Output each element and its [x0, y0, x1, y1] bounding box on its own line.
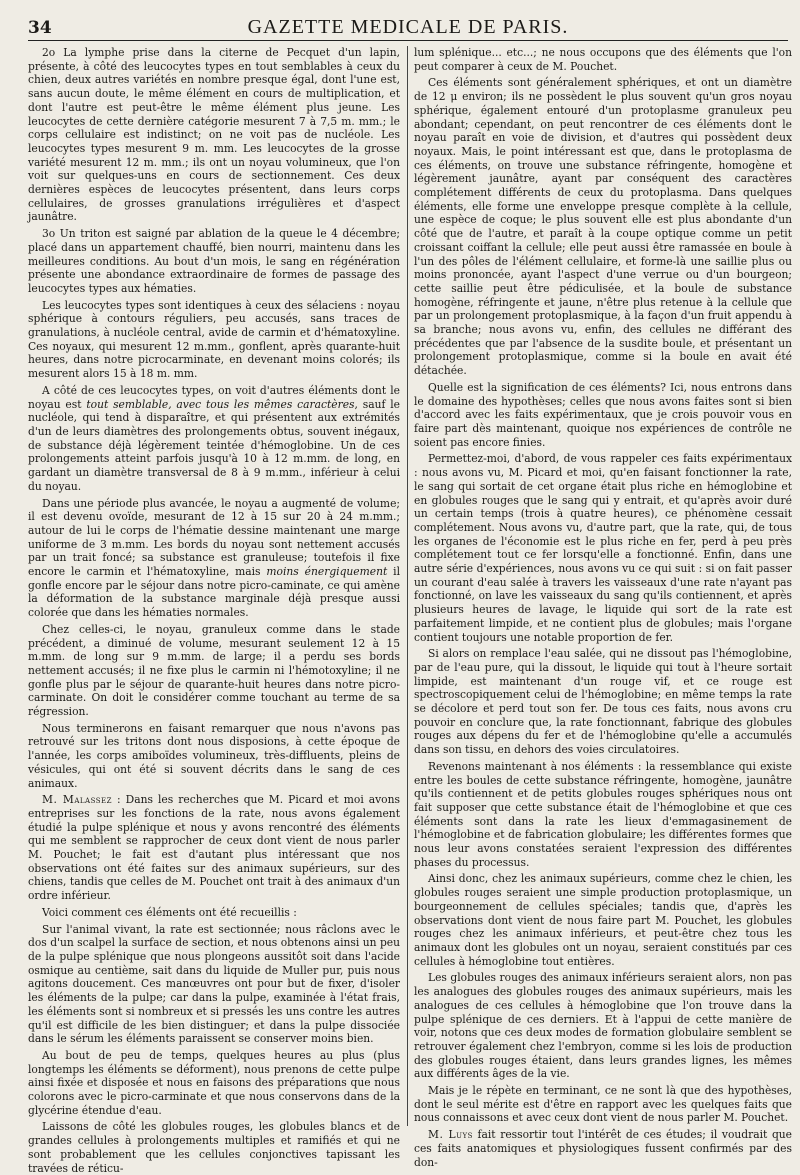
page-number: 34 — [28, 18, 52, 38]
column-divider — [407, 46, 408, 1126]
paragraph — [28, 793, 400, 903]
paragraph: lum splénique... etc...; ne nous occupons que des éléments que l'on peut comparer à ceux de M. Pouchet. — [414, 46, 792, 73]
paragraph: Voici comment ces éléments ont été recueillis : — [42, 905, 297, 919]
text-run: il gonfle encore par le séjour dans notre picro-caminate, ce qui amène la déformation de la substance marginale déjà presque aussi colorée que dans les hématies normales. — [28, 565, 400, 620]
journal-title: GAZETTE MEDICALE DE PARIS. — [247, 16, 569, 38]
page-header — [28, 14, 788, 41]
paragraph: Les leucocytes types sont identiques à ceux des sélaciens : noyau sphérique à contours réguliers, peu accusés, sans traces de granulations, à nucléole central, avide de carmin et d'hématoxyline. Ces noyaux, qui mesurent 12 m.mm., gonflent, après quarante-huit heures, dans notre picrocarminate, en devenant moins colorés; ils mesurent alors 15 à 18 m. mm. — [28, 298, 400, 381]
paragraph: Sur l'animal vivant, la rate est sectionnée; nous râclons avec le dos d'un scalpel la surface de section, et nous obtenons ainsi un peu de la pulpe splénique que nous plongeons aussitôt soit dans l'acide osmique au centième, sait dans du liquide de Muller pur, puis nous agitons doucement. Ces manœuvres ont pour but de fixer, d'isoler les éléments de la pulpe; car dans la pulpe, examinée à l'état frais, les éléments sont si nombreux et si pressés les uns contre les autres qu'il est difficile de les bien distinguer; et dans la pulpe dissociée dans le sérum les éléments paraissent se conserver moins bien. — [28, 922, 400, 1046]
paragraph: Si alors on remplace l'eau salée, qui ne dissout pas l'hémoglobine, par de l'eau pure, qui la dissout, le liquide qui tout à l'heure sortait limpide, est maintenant d'un rouge vif, et ce rouge est spectroscopiquement celui de l'hémoglobine; en même temps la rate se décolore et perd tout son fer. De tous ces faits, nous avons cru pouvoir en conclure que, la rate fonctionnant, fabrique des globules rouges aux dépens du fer et de l'hémoglobine qu'elle a accumulés dans son tissu, en dehors des voies circulatoires. — [414, 647, 792, 757]
paragraph: Quelle est la signification de ces éléments? Ici, nous entrons dans le domaine des hypothèses; celles que nous avons faites sont si bien d'accord avec les faits expérimentaux, que je crois pouvoir vous en faire part dès maintenant, quoique nos expériences de contrôle ne soient pas encore finies. — [414, 380, 792, 449]
paragraph: 3o Un triton est saigné par ablation de la queue le 4 décembre; placé dans un appartement chauffé, bien nourri, maintenu dans les meilleures conditions. Au bout d'un mois, le sang en régénération présente une abondance extraordinaire de formes de passage des leucocytes types aux hématies. — [28, 227, 400, 295]
paragraph: Les globules rouges des animaux inférieurs seraient alors, non pas les analogues des globules rouges des animaux supérieurs, mais les analogues de ces cellules à hémoglobine que l'on trouve dans la pulpe splénique de ces derniers. Et à l'appui de cette manière de voir, notons que ces deux modes de formation globulaire semblent se retrouver également chez l'embryon, comme si les lois de production des globules rouges étaient, dans leurs grandes lignes, les mêmes aux différents âges de la vie. — [414, 971, 792, 1081]
text-run: : Dans les recherches que M. Picard et moi avons entreprises sur les fonctions de la rate, nous avons également étudié la pulpe splénique et nous y avons rencontré des éléments qui me semblent se rapprocher de ceux dont vient de nous parler M. Pouchet; le fait est d'autant plus intéressant que nos observations ont été faites sur des animaux supérieurs, sur des chiens, tandis que celles de M. Pouchet ont trait à des animaux d'un ordre inférieur. — [28, 793, 400, 903]
paragraph: Nous terminerons en faisant remarquer que nous n'avons pas retrouvé sur les tritons dont nous disposions, à cette époque de l'année, les corps amiboïdes volumineux, très-diffluents, pleins de vésicules, qui ont été si souvent décrits dans le sang de ces animaux. — [28, 721, 400, 790]
left-column — [28, 46, 400, 1175]
paragraph — [28, 497, 400, 620]
paragraph: Laissons de côté les globules rouges, les globules blancs et de grandes cellules à prolongements multiples et ramifiés et qui ne sont probablement que les cellules conjonctives tapissant les travées de réticu- — [28, 1120, 400, 1175]
paragraph: Chez celles-ci, le noyau, granuleux comme dans le stade précédent, a diminué de volume, mesurant seulement 12 à 15 m.mm. de long sur 9 m.mm. de large; il a perdu ses bords nettement accusés; il ne fixe plus le carmin ni l'hémotoxyline; il ne gonfle plus par le séjour de quarante-huit heures dans notre picro-carminate. On doit le considérer comme touchant au terme de sa régression. — [28, 622, 400, 719]
text-run: fait ressortir tout l'intérêt de ces études; il voudrait que ces faits anatomiques et physiologiques fussent confirmés par des don- — [414, 1128, 793, 1169]
paragraph — [28, 384, 400, 494]
paragraph: Ces éléments sont généralement sphériques, et ont un diamètre de 12 μ environ; ils ne possèdent le plus souvent qu'un gros noyau sphérique, également entouré d'un protoplasme granuleux peu abondant; cependant, on peut rencontrer de ces éléments dont le noyau paraît en voie de division, et d'autres qui possèdent deux noyaux. Mais, le point intéressant est que, dans le protoplasma de ces éléments, on trouve une substance réfringente, homogène et légèrement jaunâtre, ayant par conséquent des caractères complétement différents de ceux du protoplasma. Dans quelques éléments, elle forme une enveloppe presque complète à la cellule, une espèce de coque; le plus souvent elle est plus abondante d'un côté que de l'autre, et paraît à la coupe optique comme un petit croissant coiffant la cellule; elle peut aussi être ramassée en boule à l'un des pôles de l'élément cellulaire, et forme-là une saillie plus ou moins prononcée, ayant l'aspect d'une verrue ou d'un bourgeon; cette saillie peut être pédiculisée, et la boule de substance homogène, réfringente et jaune, n'être plus retenue à la cellule que par un prolongement protoplasmique, à la façon d'un fruit appendu à sa branche; nous avons vu, enfin, des cellules ne différant des précédentes que par l'absence de la susdite boule, et présentant un prolongement protoplasmique, comme si la boule en avait été détachée. — [414, 76, 792, 378]
text-run: A côté de ces leucocytes types, on voit d'autres éléments dont le noyau est — [28, 383, 400, 411]
paragraph: Ainsi donc, chez les animaux supérieurs, comme chez le chien, les globules rouges seraient une simple production protoplasmique, un bourgeonnement de cellules spéciales; tandis que, d'après les observations dont vient de nous faire part M. Pouchet, les globules rouges chez les animaux inférieurs, et peut-être chez tous les animaux dont les globules ont un noyau, seraient constitués par ces cellules à hémoglobine tout entières. — [414, 872, 792, 968]
paragraph: Mais je le répète en terminant, ce ne sont là que des hypothèses, dont le seul mérite est d'être en rapport avec les quelques faits que nous connaissons et avec ceux dont vient de nous parler M. Pouchet. — [414, 1084, 792, 1125]
paragraph — [414, 1128, 792, 1169]
paragraph: Revenons maintenant à nos éléments : la ressemblance qui existe entre les boules de cette substance réfringente, homogène, jaunâtre qu'ils contiennent et de petits globules rouges sphériques nous ont fait supposer que cette substance était de l'hémoglobine et que ces éléments sont dans la rate les lieux d'emmagasinement de l'hémoglobine et de fabrication globulaire; les différentes formes que nous leur avons constatées seraient l'expression des différentes phases du processus. — [414, 759, 792, 869]
emphasis-text: moins énergiquement — [266, 565, 388, 579]
paragraph: Permettez-moi, d'abord, de vous rappeler ces faits expérimentaux : nous avons vu, M. Picard et moi, qu'en faisant fonctionner la rate, le sang qui sortait de cet organe était plus riche en hémoglobine et en globules rouges que le sang qui y entrait, et qu'après avoir duré un certain temps (trois à quatre heures), ce phénomène cessait complétement. Nous avons vu, d'autre part, que la rate, qui, de tous les organes de l'économie est le plus riche en fer, perd à peu près complétement tout ce fer lorsqu'elle a fonctionné. Enfin, dans une autre série d'expériences, nous avons vu ce qui suit : si on fait passer un courant d'eau salée à travers les vaisseaux d'une rate n'ayant pas fonctionné, on lave les vaisseaux du sang qu'ils contiennent, et après plusieurs heures de lavage, le liquide qui sort de la rate est parfaitement limpide, et ne contient plus de globules; mais l'organe contient toujours une notable proportion de fer. — [414, 452, 792, 644]
text-run: , sauf le nucléole, qui tend à disparaître, et qui présentent aux extrémités d'un de leurs diamètres des prolongements obtus, souvent inégaux, de substance déjà légèrement teintée d'hémoglobine. Un de ces prolongements atteint parfois jusqu'à 10 à 12 m.mm. de long, en gardant un diamètre transversal de 8 à 9 m.mm., inférieur à celui du noyau. — [28, 397, 400, 493]
right-column — [414, 46, 793, 1169]
speaker-name: M. Luys — [428, 1128, 473, 1142]
text-run: Dans une période plus avancée, le noyau a augmenté de volume; il est devenu ovoïde, mesurant de 12 à 15 sur 20 à 24 m.mm.; autour de lui le corps de l'hématie dessine maintenant une marge uniforme de 3 m.mm. Les bords du noyau sont nettement accusés par un trait foncé; sa substance est granuleuse; toutefois il fixe encore le carmin et l'hématoxyline, mais — [28, 496, 400, 579]
paragraph: Au bout de peu de temps, quelques heures au plus (plus longtemps les éléments se déforment), nous prenons de cette pulpe ainsi fixée et disposée et nous en faisons des préparations que nous colorons avec le picro-carminate et que nous conservons dans de la glycérine étendue d'eau. — [28, 1048, 400, 1117]
paragraph: 2o La lymphe prise dans la citerne de Pecquet d'un lapin, présente, à côté des leucocytes types en tout semblables à ceux du chien, deux autres variétés en nombre presque égal, dont l'une est, sans aucun doute, le même élément en cours de multiplication, et dont l'autre est peut-être le même élément plus jeune. Les leucocytes de cette dernière catégorie mesurent 7 à 7,5 m. mm.; le corps cellulaire est indistinct; on ne voit pas de nucléole. Les leucocytes types mesurent 9 m. mm. Les leucocytes de la grosse variété mesurent 12 m. mm.; ils ont un noyau volumineux, que l'on voit sur quelques-uns en cours de sectionnement. Ces deux dernières espèces de leucocytes présentent, dans leurs corps cellulaires, de grosses granulations irrégulières et d'aspect jaunâtre. — [28, 46, 400, 224]
emphasis-text: tout semblable, avec tous les mêmes caractères — [86, 397, 355, 411]
speaker-name: M. Malassez — [42, 793, 113, 807]
